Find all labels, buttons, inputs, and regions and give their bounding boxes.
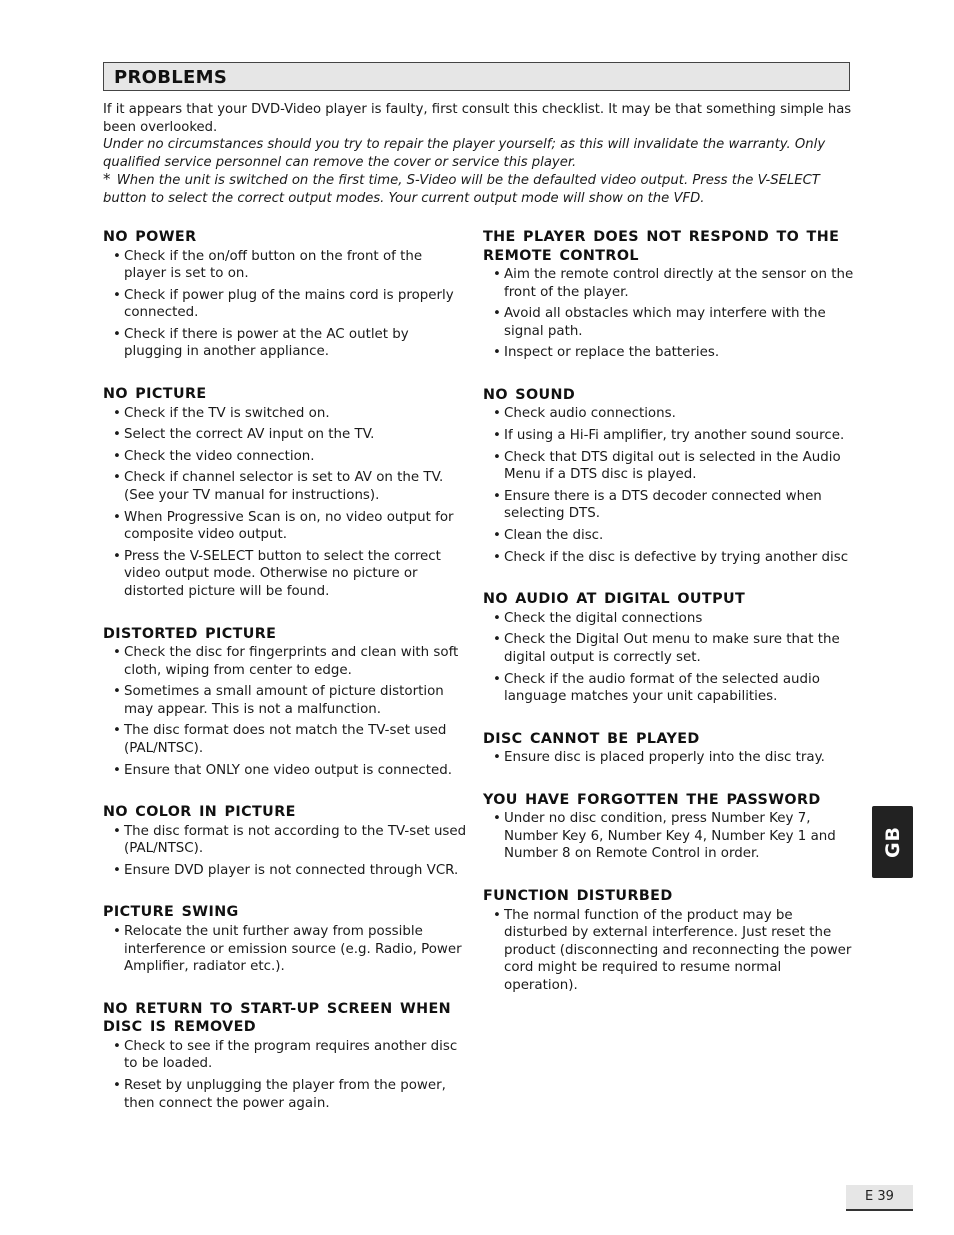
bullet-list bbox=[103, 1038, 468, 1112]
troubleshooting-section bbox=[483, 887, 855, 994]
list-item: • Sometimes a small amount of picture distortion may appear. This is not a malfunction. bbox=[103, 683, 468, 718]
troubleshooting-section bbox=[483, 791, 855, 863]
page-title: PROBLEMS bbox=[114, 67, 228, 88]
language-tab bbox=[872, 806, 913, 878]
list-item: • Relocate the unit further away from possible interference or emission source (e.g. Radio, Power Amplifier, radiator etc.). bbox=[103, 923, 468, 976]
list-item: • Press the V-SELECT button to select the correct video output mode. Otherwise no picture or distorted picture will be found. bbox=[103, 548, 468, 601]
list-item: • Check audio connections. bbox=[483, 405, 855, 423]
list-item: • Inspect or replace the batteries. bbox=[483, 344, 855, 362]
section-heading: NO RETURN TO START-UP SCREEN WHEN DISC IS REMOVED bbox=[103, 1000, 452, 1036]
bullet-list bbox=[103, 644, 468, 779]
language-tab-label: GB bbox=[881, 825, 904, 859]
right-column bbox=[483, 228, 855, 1019]
bullet-list bbox=[483, 610, 855, 706]
bullet-list bbox=[103, 248, 468, 362]
list-item: • Check the video connection. bbox=[103, 448, 468, 466]
asterisk-mark: * bbox=[103, 170, 111, 188]
troubleshooting-section bbox=[103, 903, 468, 975]
list-item: • If using a Hi-Fi amplifier, try another sound source. bbox=[483, 427, 855, 445]
section-heading: DISTORTED PICTURE bbox=[103, 625, 277, 642]
troubleshooting-section bbox=[103, 1000, 468, 1112]
list-item: • The disc format does not match the TV-set used (PAL/NTSC). bbox=[103, 722, 468, 757]
note-text: When the unit is switched on the first time, S-Video will be the defaulted video output. Press the V-SELECT button to select the correct output modes. Your current output mode will show on the VFD. bbox=[103, 173, 820, 206]
bullet-list bbox=[483, 810, 855, 863]
list-item: • Check the Digital Out menu to make sure that the digital output is correctly set. bbox=[483, 631, 855, 666]
list-item: • Check if the on/off button on the front of the player is set to on. bbox=[103, 248, 468, 283]
troubleshooting-section bbox=[483, 590, 855, 705]
section-heading: NO POWER bbox=[103, 229, 197, 245]
section-title-bar bbox=[103, 62, 850, 91]
list-item: • The normal function of the product may be disturbed by external interference. Just reset the product (disconnecting and reconnecting the power cord might be required to resume normal operation). bbox=[483, 907, 855, 995]
list-item: • Ensure disc is placed properly into the disc tray. bbox=[483, 749, 855, 767]
section-heading: NO PICTURE bbox=[103, 386, 207, 403]
troubleshooting-section bbox=[103, 228, 468, 361]
page-number: E 39 bbox=[865, 1189, 894, 1204]
section-heading: DISC CANNOT BE PLAYED bbox=[483, 730, 700, 747]
section-heading: NO SOUND bbox=[483, 386, 576, 403]
list-item: • Ensure that ONLY one video output is connected. bbox=[103, 762, 468, 780]
list-item: • Check to see if the program requires another disc to be loaded. bbox=[103, 1038, 468, 1073]
list-item: • Aim the remote control directly at the sensor on the front of the player. bbox=[483, 266, 855, 301]
section-heading: FUNCTION DISTURBED bbox=[483, 888, 673, 905]
section-heading: NO AUDIO AT DIGITAL OUTPUT bbox=[483, 591, 746, 608]
list-item: • Select the correct AV input on the TV. bbox=[103, 426, 468, 444]
list-item: • Avoid all obstacles which may interfere with the signal path. bbox=[483, 305, 855, 340]
section-heading: THE PLAYER DOES NOT RESPOND TO THE REMOTE CONTROL bbox=[483, 229, 840, 264]
list-item: • When Progressive Scan is on, no video output for composite video output. bbox=[103, 509, 468, 544]
list-item: • Check the digital connections bbox=[483, 610, 855, 628]
bullet-list bbox=[103, 405, 468, 601]
bullet-list bbox=[483, 405, 855, 566]
list-item: • Check if power plug of the mains cord is properly connected. bbox=[103, 287, 468, 322]
section-heading: YOU HAVE FORGOTTEN THE PASSWORD bbox=[483, 791, 821, 808]
list-item: • Clean the disc. bbox=[483, 527, 855, 545]
bullet-list bbox=[103, 923, 468, 976]
list-item: • Reset by unplugging the player from the power, then connect the power again. bbox=[103, 1077, 468, 1112]
bullet-list bbox=[103, 823, 468, 880]
troubleshooting-section bbox=[483, 386, 855, 566]
bullet-list bbox=[483, 907, 855, 995]
list-item: • Check if channel selector is set to AV on the TV. (See your TV manual for instructions). bbox=[103, 469, 468, 504]
section-heading: PICTURE SWING bbox=[103, 904, 239, 921]
list-item: • Under no disc condition, press Number Key 7, Number Key 6, Number Key 4, Number Key 1 and Number 8 on Remote Control in order. bbox=[483, 810, 855, 863]
troubleshooting-section bbox=[103, 625, 468, 780]
list-item: • Ensure there is a DTS decoder connected when selecting DTS. bbox=[483, 488, 855, 523]
bullet-list bbox=[483, 749, 855, 767]
intro-paragraph: If it appears that your DVD-Video player is faulty, first consult this checklist. It may be that something simple has been overlooked. bbox=[103, 102, 852, 135]
troubleshooting-section bbox=[103, 803, 468, 879]
warning-paragraph: Under no circumstances should you try to repair the player yourself; as this will invalidate the warranty. Only qualified service personnel can remove the cover or service this player. bbox=[103, 137, 826, 170]
list-item: • Check if the audio format of the selected audio language matches your unit capabilities. bbox=[483, 671, 855, 706]
left-column bbox=[103, 228, 468, 1136]
list-item: • The disc format is not according to the TV-set used (PAL/NTSC). bbox=[103, 823, 468, 858]
bullet-list bbox=[483, 266, 855, 362]
troubleshooting-section bbox=[483, 228, 855, 362]
section-heading: NO COLOR IN PICTURE bbox=[103, 804, 296, 821]
page-number-box bbox=[846, 1185, 913, 1211]
note-paragraph bbox=[103, 171, 853, 207]
list-item: • Ensure DVD player is not connected through VCR. bbox=[103, 862, 468, 880]
troubleshooting-section bbox=[103, 385, 468, 600]
list-item: • Check if the disc is defective by trying another disc bbox=[483, 549, 855, 567]
list-item: • Check the disc for fingerprints and clean with soft cloth, wiping from center to edge. bbox=[103, 644, 468, 679]
intro-text bbox=[103, 101, 853, 207]
troubleshooting-section bbox=[483, 730, 855, 767]
list-item: • Check if there is power at the AC outlet by plugging in another appliance. bbox=[103, 326, 468, 361]
list-item: • Check that DTS digital out is selected in the Audio Menu if a DTS disc is played. bbox=[483, 449, 855, 484]
list-item: • Check if the TV is switched on. bbox=[103, 405, 468, 423]
